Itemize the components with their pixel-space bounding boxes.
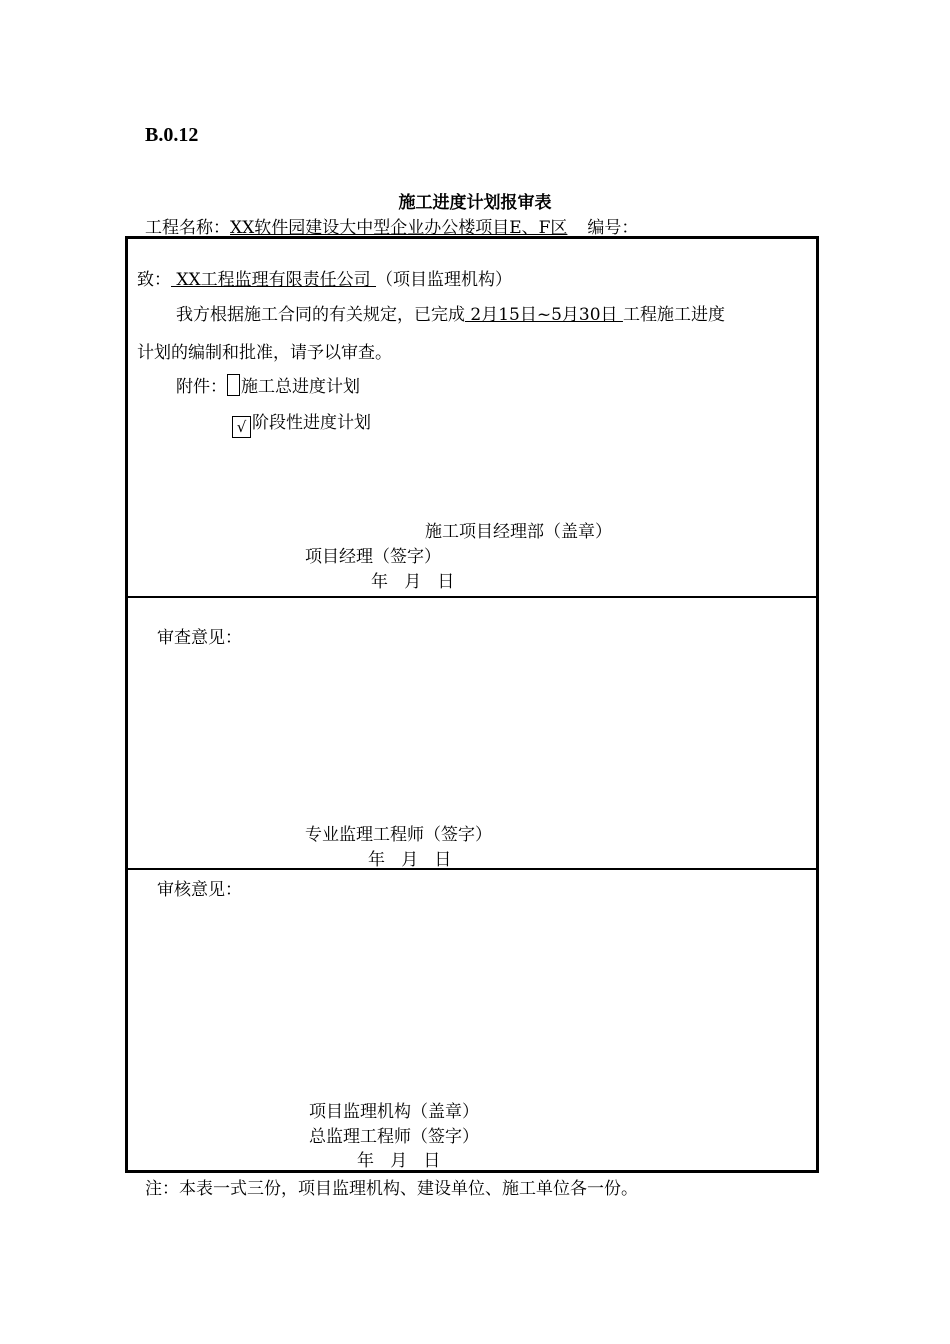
divider-1 <box>128 596 816 598</box>
checkbox-master-plan[interactable] <box>227 374 240 396</box>
chief-sign: 总监理工程师（签字） <box>309 1127 479 1147</box>
review-opinion-label: 审查意见： <box>157 628 242 648</box>
attach-label: 附件： <box>176 377 227 397</box>
to-label: 致： <box>137 270 171 290</box>
date-range: 2月15日~5月30日 <box>465 305 623 325</box>
approval-form-table <box>125 236 819 1173</box>
to-suffix: （项目监理机构） <box>376 270 513 290</box>
number-label: 编号： <box>587 218 639 238</box>
attachment-label-master-plan: 施工总进度计划 <box>241 377 360 397</box>
date-line-1: 年 月 日 <box>371 572 455 592</box>
to-organization: XX工程监理有限责任公司 <box>171 270 377 290</box>
org-seal: 项目监理机构（盖章） <box>309 1102 479 1122</box>
manager-sign: 项目经理（签字） <box>305 547 441 567</box>
checkbox-stage-plan[interactable]: √ <box>232 416 251 438</box>
body-line-2: 计划的编制和批准，请予以审查。 <box>137 343 392 363</box>
body-line-1 <box>176 300 725 325</box>
footer-note: 注：本表一式三份，项目监理机构、建设单位、施工单位各一份。 <box>145 1179 638 1199</box>
attachment-2 <box>232 408 371 438</box>
addressee-line <box>137 265 512 290</box>
date-line-3: 年 月 日 <box>357 1151 441 1171</box>
project-line <box>145 213 638 238</box>
divider-2 <box>128 868 816 870</box>
body-suffix: 工程施工进度 <box>622 305 725 325</box>
audit-opinion-label: 审核意见： <box>157 880 242 900</box>
attachment-label-stage-plan: 阶段性进度计划 <box>252 413 371 433</box>
form-title: 施工进度计划报审表 <box>398 193 552 213</box>
body-prefix: 我方根据施工合同的有关规定，已完成 <box>176 305 465 325</box>
dept-seal: 施工项目经理部（盖章） <box>425 522 612 542</box>
date-line-2: 年 月 日 <box>368 850 452 870</box>
form-code: B.0.12 <box>145 124 199 146</box>
project-name: XX软件园建设大中型企业办公楼项目E、F区 <box>230 218 568 238</box>
attachment-1 <box>176 372 360 397</box>
project-label: 工程名称： <box>145 218 230 238</box>
engineer-sign: 专业监理工程师（签字） <box>305 825 492 845</box>
